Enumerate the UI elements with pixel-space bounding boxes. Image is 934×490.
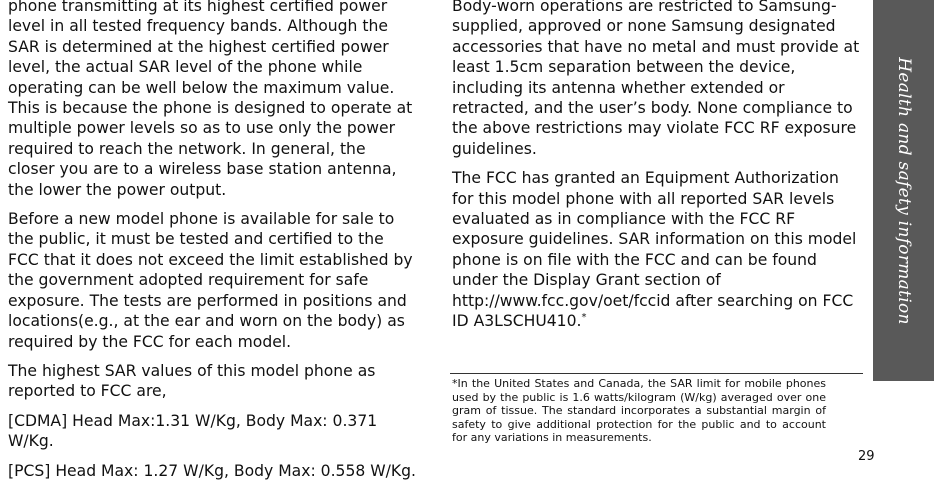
footnote-divider [450,373,863,374]
paragraph-body-worn: Body-worn operations are restricted to Samsung-supplied, approved or none Samsung designated accessories that have no metal and must provide at least 1.5cm separation between the device, including its antenna whether extended or retracted, and the user’s body. None compliance to the above restrictions may violate FCC RF exposure guidelines. [452,0,860,158]
sar-value-cdma: [CDMA] Head Max:1.31 W/Kg, Body Max: 0.371 W/Kg. [8,411,378,451]
paragraph-equipment-authorization [452,168,862,331]
equipment-authorization-text: The FCC has granted an Equipment Authorization for this model phone with all reported SAR levels evaluated as in compliance with the FCC RF exposure guidelines. SAR information on this model phone is on file with the FCC and can be found under the Display Grant section of http://www.fcc.gov/oet/fccid after searching on FCC ID A3LSCHU410. [452,169,857,331]
side-tab-label: Health and safety information [893,56,914,325]
footnote: *In the United States and Canada, the SAR limit for mobile phones used by the public is 1.6 watts/kilogram (W/kg) averaged over one gram of tissue. The standard incorporates a substantial margin of safety to give additional protection for the public and to account for any variations in measurements. [452,377,826,445]
footnote-marker: * [581,311,587,323]
page-number: 29 [858,449,875,464]
left-column [8,0,416,490]
side-tab [873,0,934,381]
sar-value-pcs: [PCS] Head Max: 1.27 W/Kg, Body Max: 0.558 W/Kg. [8,461,417,480]
paragraph-sar-power-level: phone transmitting at its highest certified power level in all tested frequency bands. Although the SAR is determined at the highest certified power level, the actual SAR level of the phone while operating can be well below the maximum value. This is because the phone is designed to operate at multiple power levels so as to use only the power required to reach the network. In general, the closer you are to a wireless base station antenna, the lower the power output. [8,0,413,199]
paragraph-highest-sar-intro: The highest SAR values of this model phone as reported to FCC are, [8,361,376,401]
paragraph-fcc-certification: Before a new model phone is available for sale to the public, it must be tested and certified to the FCC that it does not exceed the limit established by the government adopted requirement for safe exposure. The tests are performed in positions and locations(e.g., at the ear and worn on the body) as required by the FCC for each model. [8,210,413,351]
right-column [452,0,862,341]
